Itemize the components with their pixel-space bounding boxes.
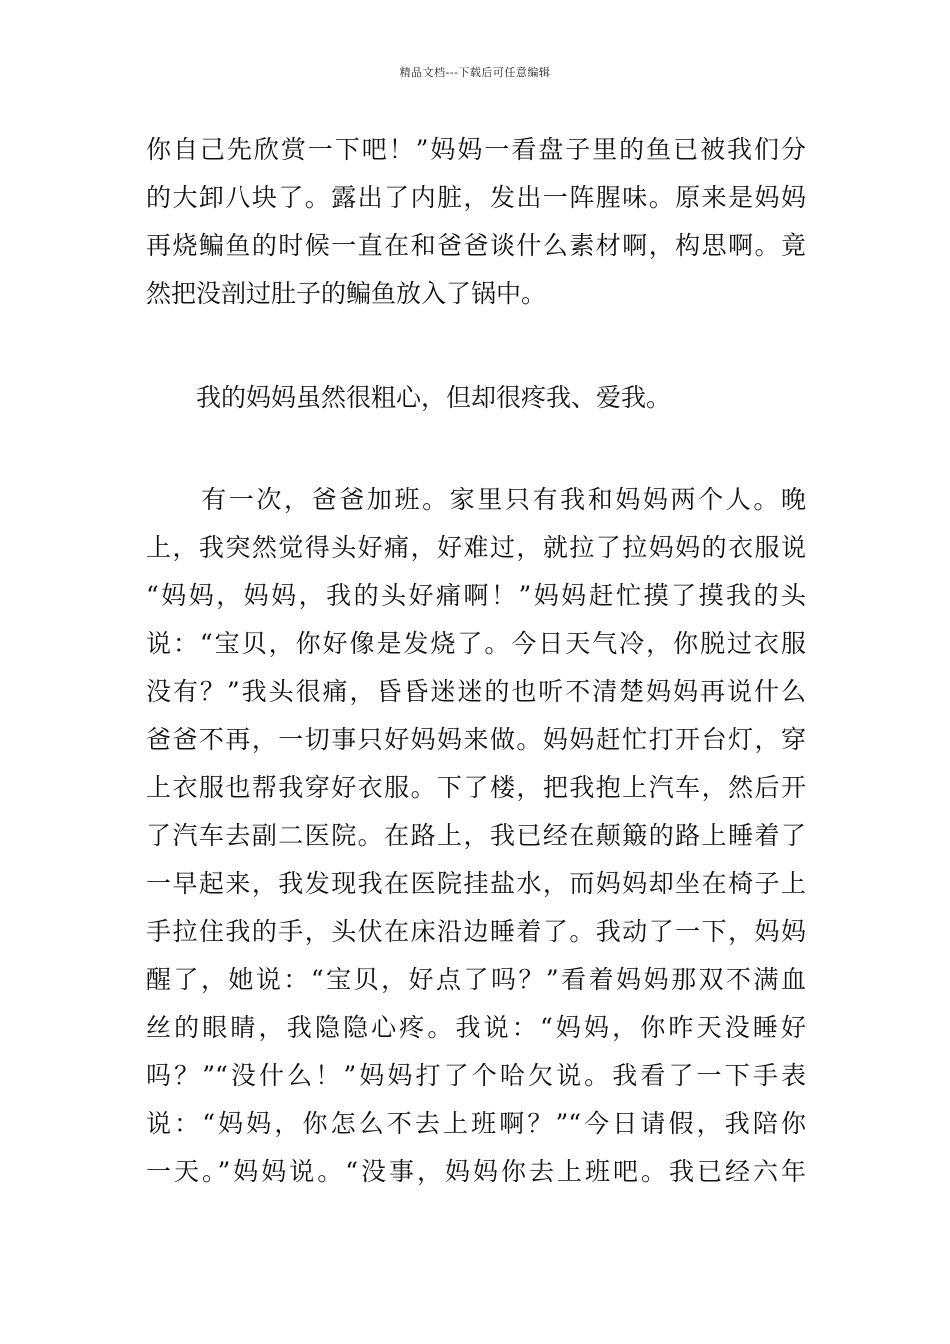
text-line: 上，我突然觉得头好痛，好难过，就拉了拉妈妈的衣服说 xyxy=(146,533,806,562)
text-line: 然把没剖过肚子的鳊鱼放入了锅中。 xyxy=(146,279,547,308)
text-line: 吗？”“没什么！”妈妈打了个哈欠说。我看了一下手表 xyxy=(146,1061,806,1090)
text-line: “妈妈，妈妈，我的头好痛啊！”妈妈赶忙摸了摸我的头 xyxy=(146,581,806,610)
text-line: 有一次，爸爸加班。家里只有我和妈妈两个人。晚 xyxy=(146,485,806,514)
text-line: 我的妈妈虽然很粗心，但却很疼我、爱我。 xyxy=(146,383,672,412)
text-line: 醒了，她说：“宝贝，好点了吗？”看着妈妈那双不满血 xyxy=(146,965,806,994)
text-line: 你自己先欣赏一下吧！”妈妈一看盘子里的鱼已被我们分 xyxy=(146,135,806,164)
text-line: 一早起来，我发现我在医院挂盐水，而妈妈却坐在椅子上 xyxy=(146,869,806,898)
text-line: 的大卸八块了。露出了内脏，发出一阵腥味。原来是妈妈 xyxy=(146,183,806,212)
text-line: 手拉住我的手，头伏在床沿边睡着了。我动了一下，妈妈 xyxy=(146,917,806,946)
text-line: 说：“妈妈，你怎么不去上班啊？”“今日请假，我陪你 xyxy=(146,1109,806,1138)
text-line: 没有？”我头很痛，昏昏迷迷的也听不清楚妈妈再说什么 xyxy=(146,677,806,706)
text-line: 说：“宝贝，你好像是发烧了。今日天气冷，你脱过衣服 xyxy=(146,629,806,658)
text-line: 再烧鳊鱼的时候一直在和爸爸谈什么素材啊，构思啊。竟 xyxy=(146,231,806,260)
paragraph-3 xyxy=(146,476,806,1196)
paragraph-2 xyxy=(146,374,806,422)
page-header: 精品文档---下载后可任意编辑 xyxy=(399,66,551,79)
text-line: 爸爸不再，一切事只好妈妈来做。妈妈赶忙打开台灯，穿 xyxy=(146,725,806,754)
text-line: 了汽车去副二医院。在路上，我已经在颠簸的路上睡着了 xyxy=(146,821,806,850)
text-line: 上衣服也帮我穿好衣服。下了楼，把我抱上汽车，然后开 xyxy=(146,773,806,802)
paragraph-1 xyxy=(146,126,806,318)
text-line: 一天。”妈妈说。“没事，妈妈你去上班吧。我已经六年 xyxy=(146,1157,806,1186)
text-line: 丝的眼睛，我隐隐心疼。我说：“妈妈，你昨天没睡好 xyxy=(146,1013,806,1042)
